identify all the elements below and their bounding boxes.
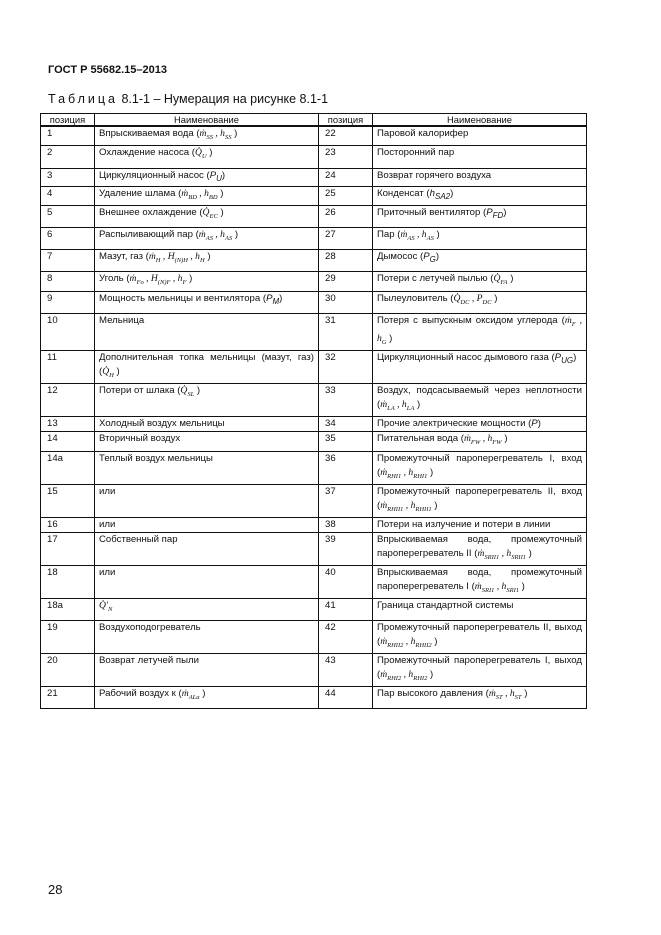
table-row	[41, 431, 587, 451]
position-cell: 5	[41, 205, 95, 227]
col-header-position-1: позиция	[41, 114, 95, 127]
name-cell: Возврат летучей пыли	[95, 653, 319, 686]
name-cell: Приточный вентилятор $(P_{FD})$	[373, 205, 587, 227]
name-cell: Промежуточный пароперегреватель II, выход (ṁ$_{RHII2}$ , $h_{RHII2}$ )	[373, 620, 587, 653]
table-row	[41, 686, 587, 708]
name-cell: Пылеуловитель ($Q̇_{DC}$ , $P_{DC}$ )	[373, 291, 587, 313]
name-cell: Потеря с выпускным оксидом углерода (ṁ$_F$ , $h_G$ )	[373, 313, 587, 350]
position-cell: 20	[41, 653, 95, 686]
name-cell: Конденсат $(h_{SA2})$	[373, 186, 587, 205]
col-header-name-2: Наименование	[373, 114, 587, 127]
name-cell: Прочие электрические мощности (P)	[373, 416, 587, 431]
caption-text: 8.1-1 – Нумерация на рисунке 8.1-1	[121, 92, 329, 106]
position-cell: 37	[319, 484, 373, 517]
position-cell: 41	[319, 598, 373, 620]
name-cell: Граница стандартной системы	[373, 598, 587, 620]
name-cell: Мощность мельницы и вентилятора $(P_M)$	[95, 291, 319, 313]
position-cell: 30	[319, 291, 373, 313]
name-cell: Мазут, газ (ṁ$_H$ , $H_{(N)H}$ , $h_H$ )	[95, 249, 319, 271]
page-number: 28	[48, 882, 63, 897]
name-cell: Потери от шлака ($Q̇_{SL}$ )	[95, 383, 319, 416]
position-cell: 11	[41, 350, 95, 383]
position-cell: 27	[319, 227, 373, 249]
name-cell: $Q̇'_N$	[95, 598, 319, 620]
position-cell: 22	[319, 126, 373, 146]
name-cell: Пар высокого давления (ṁ$_{ST}$ , $h_{ST}$ )	[373, 686, 587, 708]
name-cell: или	[95, 517, 319, 532]
position-cell: 33	[319, 383, 373, 416]
table-row	[41, 186, 587, 205]
table-row	[41, 126, 587, 146]
position-cell: 14a	[41, 451, 95, 484]
name-cell: Впрыскиваемая вода, промежуточный пароперегреватель I (ṁ$_{SRI1}$ , $h_{SRI1}$ )	[373, 565, 587, 598]
position-cell: 39	[319, 532, 373, 565]
position-cell: 38	[319, 517, 373, 532]
name-cell: Потери с летучей пылью ($Q̇_{FA}$ )	[373, 271, 587, 291]
position-cell: 44	[319, 686, 373, 708]
name-cell: Вторичный воздух	[95, 431, 319, 451]
name-cell: или	[95, 484, 319, 517]
position-cell: 43	[319, 653, 373, 686]
position-cell: 32	[319, 350, 373, 383]
name-cell: Промежуточный пароперегреватель II, вход (ṁ$_{RHII1}$ , $h_{RHII1}$ )	[373, 484, 587, 517]
name-cell: Мельница	[95, 313, 319, 350]
name-cell: Внешнее охлаждение ($Q̇_{EC}$ )	[95, 205, 319, 227]
position-cell: 23	[319, 146, 373, 169]
position-cell: 31	[319, 313, 373, 350]
position-cell: 21	[41, 686, 95, 708]
position-cell: 40	[319, 565, 373, 598]
name-cell: Собственный пар	[95, 532, 319, 565]
document-header: ГОСТ Р 55682.15–2013	[48, 64, 167, 76]
table-row	[41, 517, 587, 532]
name-cell: Посторонний пар	[373, 146, 587, 169]
name-cell: Промежуточный пароперегреватель I, вход (ṁ$_{RHI1}$ , $h_{RHI1}$ )	[373, 451, 587, 484]
table-row	[41, 532, 587, 565]
position-cell: 19	[41, 620, 95, 653]
name-cell: Уголь (ṁ$_{Fo}$ , $H_{(N)F}$ , $h_F$ )	[95, 271, 319, 291]
table-row	[41, 313, 587, 350]
position-cell: 29	[319, 271, 373, 291]
table-row	[41, 451, 587, 484]
name-cell: Впрыскиваемая вода (ṁ$_{SS}$ , $h_{SS}$ )	[95, 126, 319, 146]
name-cell: Пар (ṁ$_{AS}$ , $h_{AS}$ )	[373, 227, 587, 249]
position-cell: 2	[41, 146, 95, 169]
table-row	[41, 653, 587, 686]
table-row	[41, 146, 587, 169]
name-cell: Паровой калорифер	[373, 126, 587, 146]
name-cell: Рабочий воздух к (ṁ$_{ALa}$ )	[95, 686, 319, 708]
position-cell: 8	[41, 271, 95, 291]
table-row	[41, 484, 587, 517]
name-cell: Холодный воздух мельницы	[95, 416, 319, 431]
name-cell: Охлаждение насоса ($Q̇_U$ )	[95, 146, 319, 169]
name-cell: Дополнительная топка мельницы (мазут, газ) ($Q̇_H$ )	[95, 350, 319, 383]
name-cell: Питательная вода (ṁ$_{FW}$ , $h_{FW}$ )	[373, 431, 587, 451]
col-header-name-1: Наименование	[95, 114, 319, 127]
position-cell: 17	[41, 532, 95, 565]
table-caption	[48, 92, 328, 106]
name-cell: Циркуляционный насос дымового газа $(P_{UG})$	[373, 350, 587, 383]
table-row	[41, 271, 587, 291]
table-row	[41, 383, 587, 416]
table-row	[41, 416, 587, 431]
position-cell: 10	[41, 313, 95, 350]
position-cell: 4	[41, 186, 95, 205]
position-cell: 18a	[41, 598, 95, 620]
table-row	[41, 598, 587, 620]
position-cell: 14	[41, 431, 95, 451]
position-cell: 35	[319, 431, 373, 451]
table-row	[41, 169, 587, 187]
name-cell: Воздухоподогреватель	[95, 620, 319, 653]
name-cell: Потери на излучение и потери в линии	[373, 517, 587, 532]
table-row	[41, 249, 587, 271]
position-cell: 26	[319, 205, 373, 227]
table-header-row	[41, 114, 587, 127]
position-cell: 28	[319, 249, 373, 271]
position-cell: 7	[41, 249, 95, 271]
table-row	[41, 620, 587, 653]
name-cell: Дымосос $(P_G)$	[373, 249, 587, 271]
name-cell: Циркуляционный насос $(P_U)$	[95, 169, 319, 187]
name-cell: Теплый воздух мельницы	[95, 451, 319, 484]
position-cell: 9	[41, 291, 95, 313]
position-cell: 12	[41, 383, 95, 416]
name-cell: Возврат горячего воздуха	[373, 169, 587, 187]
position-cell: 1	[41, 126, 95, 146]
name-cell: Распыливающий пар (ṁ$_{AS}$ , $h_{AS}$ )	[95, 227, 319, 249]
caption-word: Таблица	[48, 92, 119, 106]
table-row	[41, 291, 587, 313]
table-row	[41, 350, 587, 383]
name-cell: Впрыскиваемая вода, промежуточный пароперегреватель II (ṁ$_{SRII1}$ , $h_{SRII1}$ )	[373, 532, 587, 565]
position-cell: 13	[41, 416, 95, 431]
position-cell: 16	[41, 517, 95, 532]
position-cell: 34	[319, 416, 373, 431]
name-cell: Воздух, подсасываемый через неплотности (ṁ$_{LA}$ , $h_{LA}$ )	[373, 383, 587, 416]
position-cell: 24	[319, 169, 373, 187]
position-cell: 36	[319, 451, 373, 484]
numbering-table	[40, 113, 587, 709]
position-cell: 18	[41, 565, 95, 598]
name-cell: Промежуточный пароперегреватель I, выход (ṁ$_{RHI2}$ , $h_{RHI2}$ )	[373, 653, 587, 686]
name-cell: или	[95, 565, 319, 598]
table-row	[41, 565, 587, 598]
col-header-position-2: позиция	[319, 114, 373, 127]
position-cell: 6	[41, 227, 95, 249]
position-cell: 15	[41, 484, 95, 517]
position-cell: 42	[319, 620, 373, 653]
table-row	[41, 205, 587, 227]
table-row	[41, 227, 587, 249]
position-cell: 3	[41, 169, 95, 187]
position-cell: 25	[319, 186, 373, 205]
name-cell: Удаление шлама (ṁ$_{BD}$ , $h_{BD}$ )	[95, 186, 319, 205]
